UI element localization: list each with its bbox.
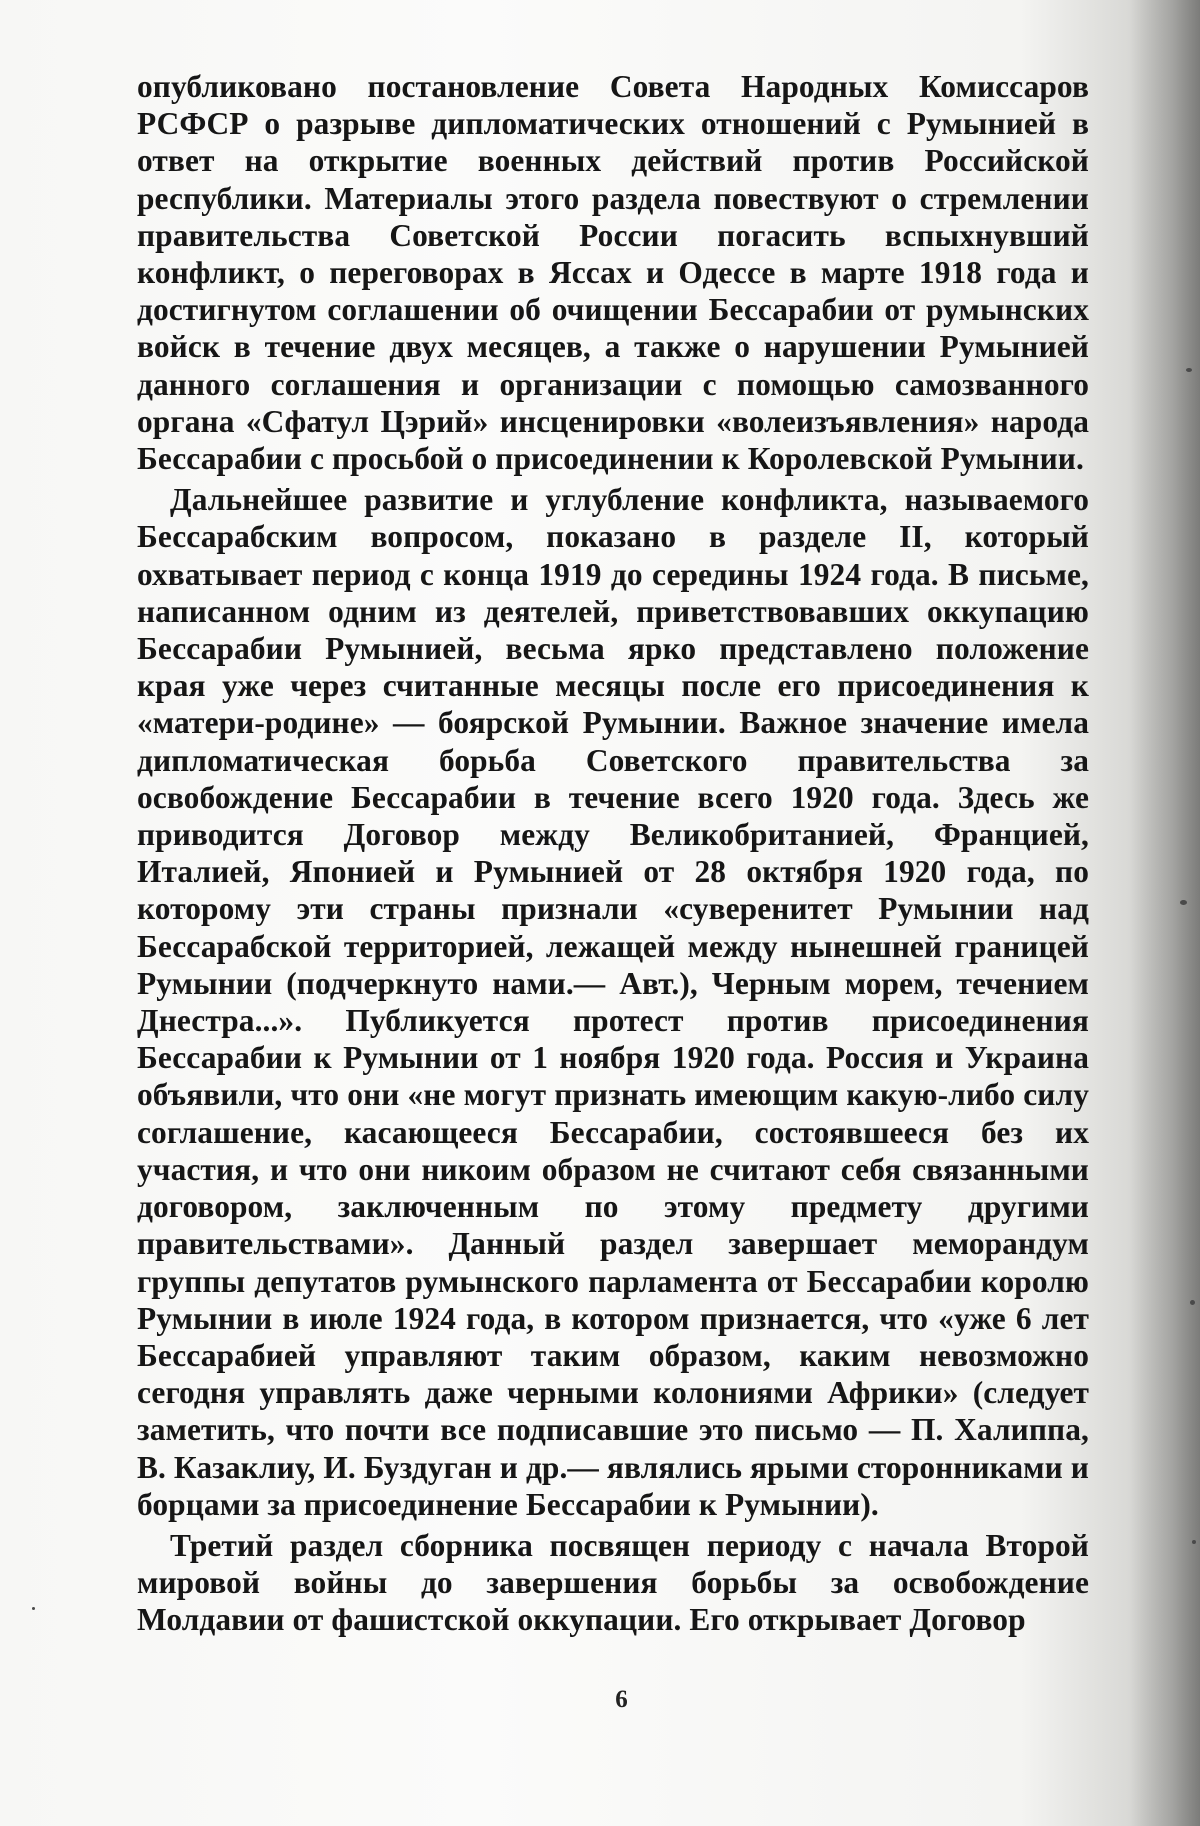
dust-speck <box>1190 1300 1195 1305</box>
paragraph-3: Третий раздел сборника посвящен периоду с начала Второй мировой войны до завершения борьбы за освобождение Молдавии от фашистской оккупации. Его открывает Договор <box>137 1527 1089 1638</box>
page-edge-shadow <box>1130 0 1200 1826</box>
paragraph-2: Дальнейшее развитие и углубление конфликта, называемого Бессарабским вопросом, показано в разделе II, который охватывает период с конца 1919 до середины 1924 года. В письме, написанном одним из деятелей, приветствовавших оккупацию Бессарабии Румынией, весьма ярко представлено положение края уже через считанные месяцы после его присоединения к «матери-родине» — боярской Румынии. Важное значение имела дипломатическая борьба Советского правительства за освобождение Бессарабии в течение всего 1920 года. Здесь же приводится Договор между Великобританией, Францией, Италией, Японией и Румынией от 28 октября 1920 года, по которому эти страны признали «суверенитет Румынии над Бессарабской территорией, лежащей между нынешней границей Румынии (подчеркнуто нами.— Авт.), Черным морем, течением Днестра...». Публикуется протест против присоединения Бессарабии к Румынии от 1 ноября 1920 года. Россия и Украина объявили, что они «не могут признать имеющим какую-либо силу соглашение, касающееся Бессарабии, состоявшееся без их участия, и что они никоим образом не считают себя связанными договором, заключенным по этому предмету другими правительствами». Данный раздел завершает меморандум группы депутатов румынского парламента от Бессарабии королю Румынии в июле 1924 года, в котором признается, что «уже 6 лет Бессарабией управляют таким образом, каким невозможно сегодня управлять даже черными колониями Африки» (следует заметить, что почти все подписавшие это письмо — П. Халиппа, В. Казаклиу, И. Буздуган и др.— являлись ярыми сторонниками и борцами за присоединение Бессарабии к Румынии). <box>137 482 1089 1522</box>
body-text <box>137 68 1089 1643</box>
dust-speck <box>1186 368 1192 372</box>
dust-speck <box>1192 1540 1196 1544</box>
page-number: 6 <box>615 1686 628 1713</box>
dust-speck <box>1180 900 1187 905</box>
paragraph-1: опубликовано постановление Совета Народных Комиссаров РСФСР о разрыве дипломатических отношений с Румынией в ответ на открытие военных действий против Российской республики. Материалы этого раздела повествуют о стремлении правительства Советской России погасить вспыхнувший конфликт, о переговорах в Яссах и Одессе в марте 1918 года и достигнутом соглашении об очищении Бессарабии от румынских войск в течение двух месяцев, а также о нарушении Румынией данного соглашения и организации с помощью самозванного органа «Сфатул Цэрий» инсценировки «волеизъявления» народа Бессарабии с просьбой о присоединении к Королевской Румынии. <box>137 69 1089 477</box>
dust-speck <box>32 1607 35 1610</box>
